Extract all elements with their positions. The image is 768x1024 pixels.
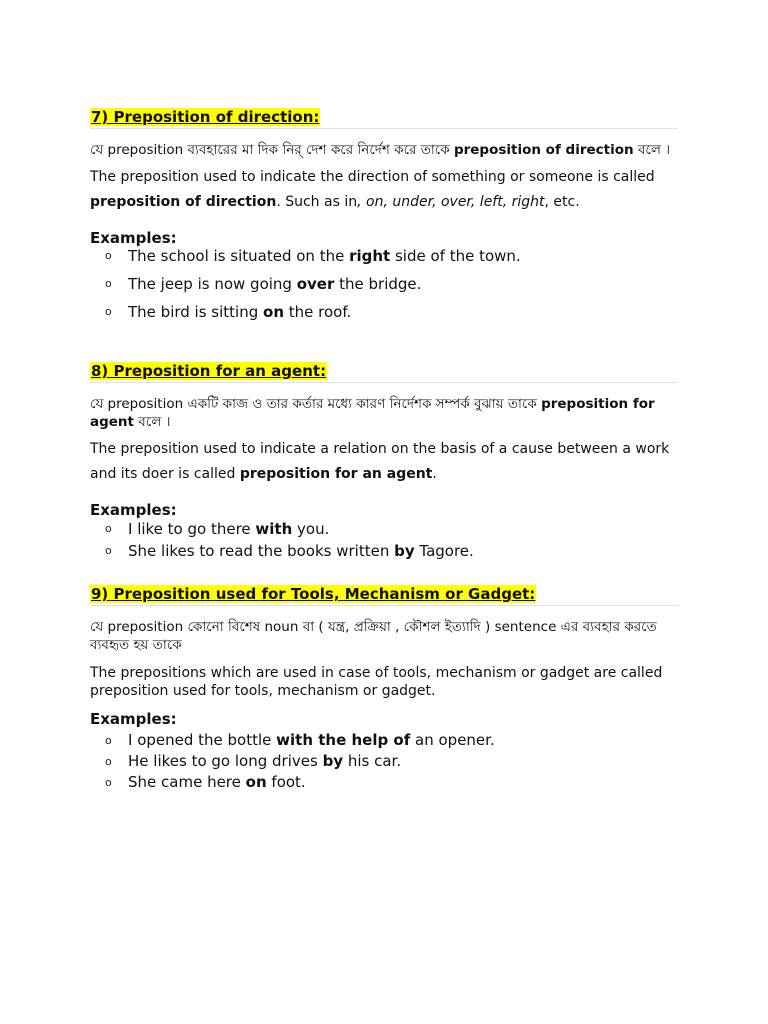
english-definition: The preposition used to indicate a relation on the basis of a cause between a work and its doer is called preposition for an agent. (90, 441, 670, 482)
bullet-icon: o (105, 249, 112, 262)
section-tools (90, 584, 678, 793)
examples-title: Examples: (90, 710, 177, 728)
bullet-icon: o (105, 305, 112, 318)
section-heading: 9) Preposition used for Tools, Mechanism or Gadget: (91, 585, 536, 603)
list-item: o She likes to read the books written by Tagore. (105, 542, 474, 560)
examples-title: Examples: (90, 501, 177, 519)
list-item: o I like to go there with you. (105, 520, 330, 538)
examples-title: Examples: (90, 229, 177, 247)
english-definition: The preposition used to indicate the direction of something or someone is called preposition of direction. Such as in, on, under, over, left, right, etc. (90, 169, 655, 210)
examples-list (90, 730, 678, 793)
bullet-icon: o (105, 544, 112, 557)
section-heading: 8) Preposition for an agent: (91, 362, 327, 380)
examples-list (90, 518, 678, 562)
list-item: o The school is situated on the right side of the town. (90, 242, 678, 270)
list-item: o He likes to go long drives by his car. (105, 752, 402, 770)
section-direction (90, 107, 678, 326)
divider (90, 382, 678, 383)
bullet-icon: o (105, 522, 112, 535)
list-item: o The jeep is now going over the bridge. (90, 270, 678, 298)
bengali-definition: যে preposition একটি কাজ ও তার কর্তার মধ্যে কারণ নির্দেশক সম্পর্ক বুঝায় তাকে preposition for agent বলে । (90, 396, 655, 430)
section-agent (90, 361, 678, 562)
divider (90, 605, 678, 606)
bullet-icon: o (105, 755, 112, 768)
bengali-definition: যে preposition ব্যবহারের মা দিক নির্ দেশ করে নির্দেশ করে তাকে preposition of direction বলে । (90, 142, 671, 158)
list-item: o She came here on foot. (105, 773, 306, 791)
bullet-icon: o (105, 277, 112, 290)
divider (90, 128, 678, 129)
examples-list (90, 242, 678, 326)
bullet-icon: o (105, 734, 112, 747)
list-item: o The bird is sitting on the roof. (90, 298, 678, 326)
section-heading: 7) Preposition of direction: (91, 108, 320, 126)
bengali-definition: যে preposition কোনো বিশেষ noun বা ( যন্ত্র, প্রক্রিয়া , কৌশল ইত্যাদি ) sentence এর ব্যবহার করতে ব্যবহৃত হয় তাকে (90, 619, 657, 653)
list-item: o I opened the bottle with the help of an opener. (105, 731, 495, 749)
bullet-icon: o (105, 776, 112, 789)
english-definition: The prepositions which are used in case of tools, mechanism or gadget are called preposition used for tools, mechanism or gadget. (90, 665, 663, 699)
